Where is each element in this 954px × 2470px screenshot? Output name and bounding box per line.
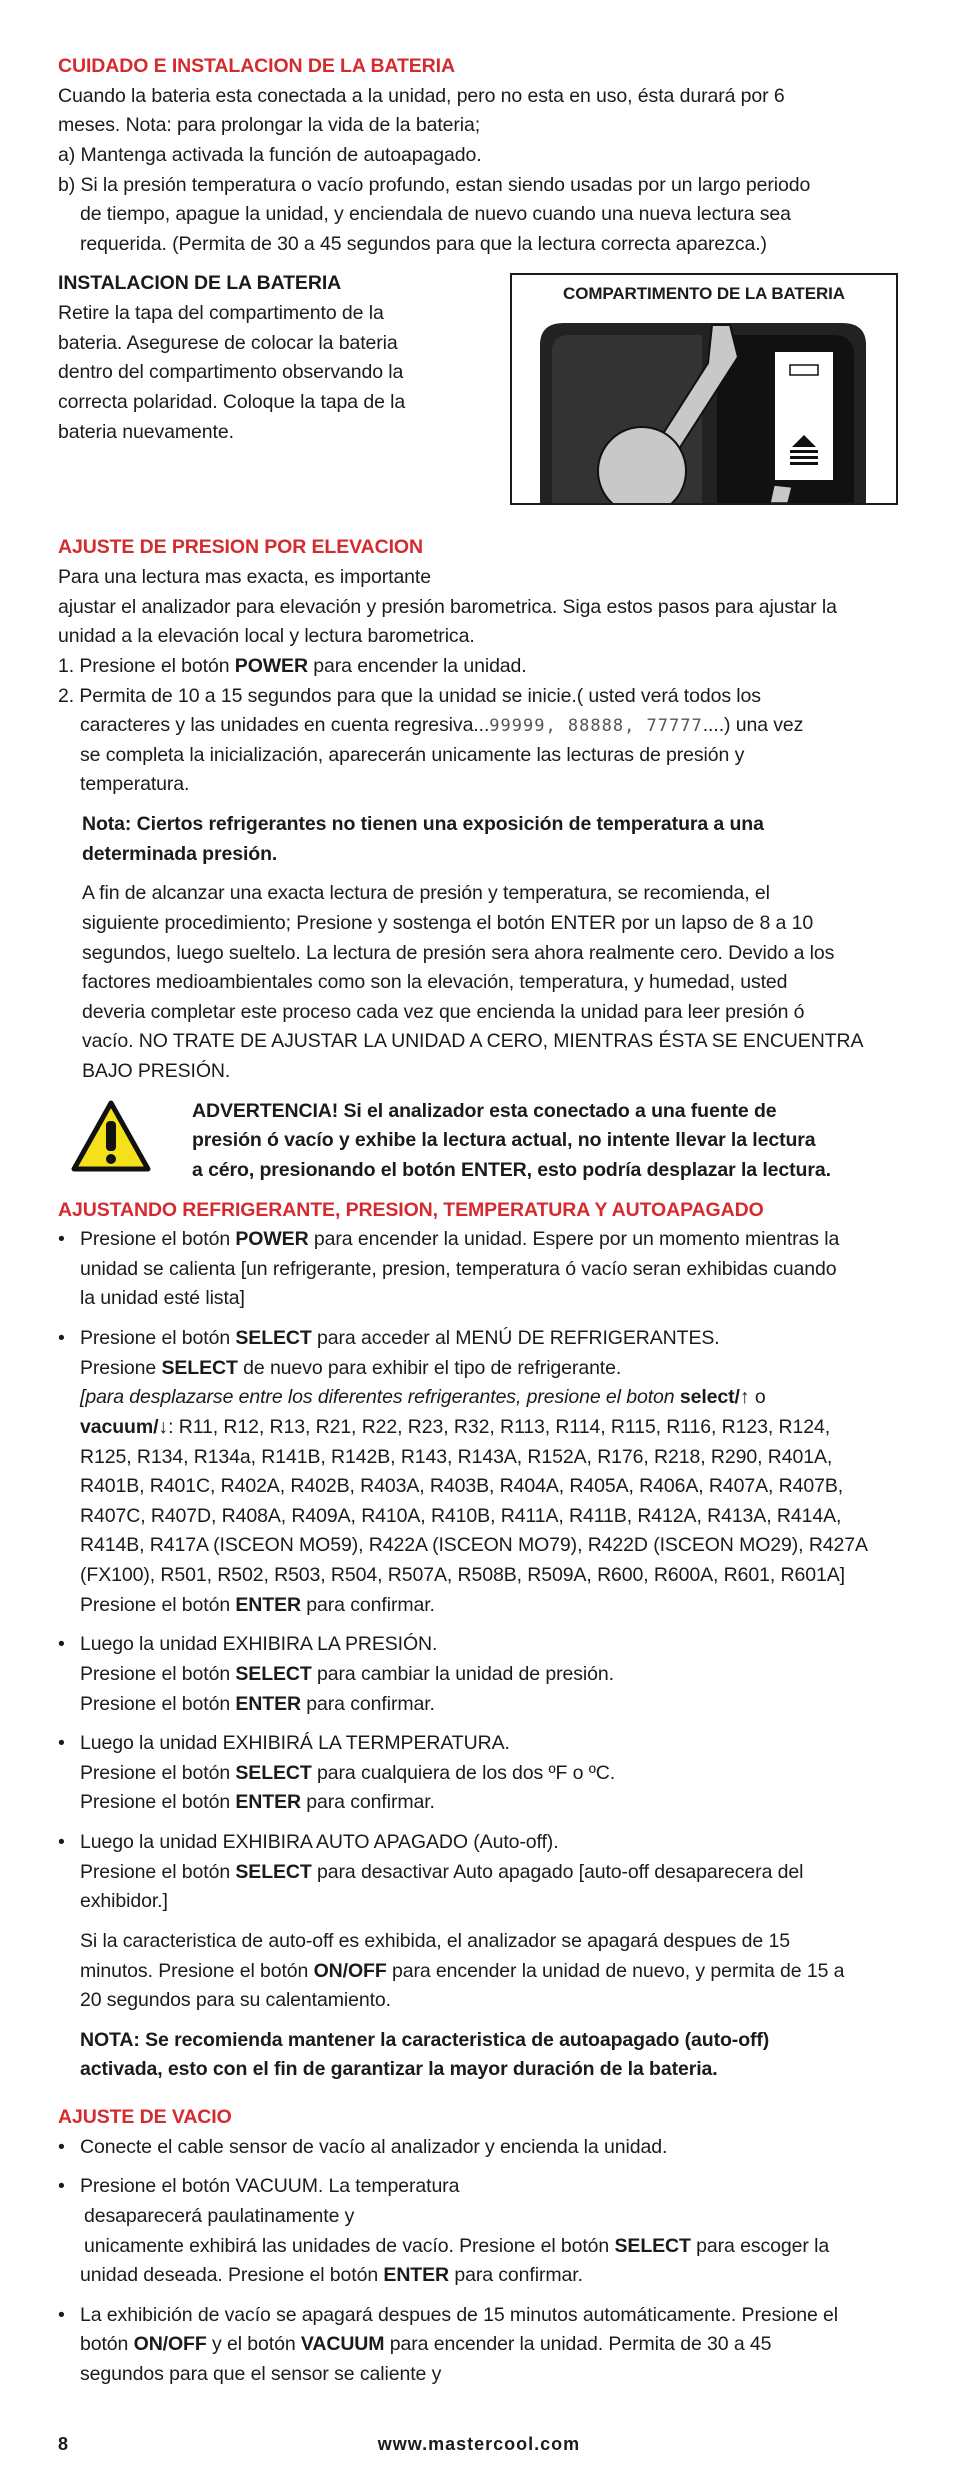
battery-install-line: Retire la tapa del compartimento de la	[58, 302, 384, 324]
warning-line: ADVERTENCIA! Si el analizador esta conectado a una fuente de	[192, 1099, 777, 1122]
battery-care-item-b-2: de tiempo, apague la unidad, y enciendala de nuevo cuando una nueva lectura sea	[80, 203, 791, 226]
battery-care-intro-1: Cuando la bateria esta conectada a la unidad, pero no esta en uso, ésta durará por 6	[58, 84, 785, 107]
warning-line: presión ó vacío y exhibe la lectura actual, no intente llevar la lectura	[192, 1129, 816, 1152]
battery-care-item-b-1: b) Si la presión temperatura o vacío profundo, estan siendo usadas por un largo periodo	[58, 173, 811, 196]
warning-block	[58, 1097, 900, 1186]
battery-care-intro-2: meses. Nota: para prolongar la vida de la bateria;	[58, 114, 481, 137]
refrigerant-heading: AJUSTANDO REFRIGERANTE, PRESION, TEMPERATURA Y AUTOAPAGADO	[58, 1198, 764, 1221]
elevation-para: BAJO PRESIÓN.	[82, 1060, 231, 1082]
battery-install-line: bateria. Asegurese de colocar la bateria	[58, 331, 398, 354]
battery-install-line: bateria nuevamente.	[58, 420, 234, 443]
battery-install-line: dentro del compartimento observando la	[58, 361, 404, 384]
list-item: • Presione el botón VACUUM. La temperatura desaparecerá paulatinamente y unicamente exhibirá las unidades de vacío. Presione el botón SELECT para escoger la unidad deseada. Presione el botón ENTER para confirmar.	[58, 2175, 830, 2287]
list-item: • Presione el botón POWER para encender la unidad. Espere por un momento mientras la unidad se calienta [un refrigerante, presion, temperatura ó vacío seran exhibidas cuando la unidad esté lista]	[58, 1228, 840, 1310]
elevation-note-1: Nota: Ciertos refrigerantes no tienen una exposición de temperatura a una	[82, 813, 764, 835]
elevation-step-2: 2. Permita de 10 a 15 segundos para que la unidad se inicie.( usted verá todos los	[58, 684, 761, 707]
elevation-step-2-line: caracteres y las unidades en cuenta regresiva...99999, 88888, 77777....) una vez	[80, 714, 804, 737]
elevation-para: factores medioambientales como son la elevación, temperatura, y humedad, usted	[82, 971, 788, 994]
elevation-heading: AJUSTE DE PRESION POR ELEVACION	[58, 536, 423, 559]
elevation-para: siguiente procedimiento; Presione y sostenga el botón ENTER por un lapso de 8 a 10	[82, 911, 814, 934]
page-content	[58, 52, 900, 2390]
list-item: • Presione el botón SELECT para acceder al MENÚ DE REFRIGERANTES. Presione SELECT de nuevo para exhibir el tipo de refrigerante. [para desplazarse entre los diferentes refrigerantes, presione el boton select/↑ o vacuum/↓: R11, R12, R13, R21, R22, R23, R32, R113, R114, R115, R116, R123, R124, R125, R134, R134a, R141B, R142B, R143, R143A, R152A, R176, R218, R290, R401A, R401B, R401C, R402A, R402B, R403A, R403B, R404A, R405A, R406A, R407A, R407B, R407C, R407D, R408A, R409A, R410A, R410B, R411A, R411B, R412A, R413A, R414A, R414B, R417A (ISCEON MO59), R422A (ISCEON MO79), R422D (ISCEON MO29), R427A (FX100), R501, R502, R503, R504, R507A, R508B, R509A, R600, R600A, R601, R601A] Presione el botón ENTER para confirmar.	[58, 1324, 900, 1620]
battery-install-line: correcta polaridad. Coloque la tapa de la	[58, 390, 406, 413]
battery-install-heading: INSTALACION DE LA BATERIA	[58, 272, 342, 295]
elevation-line-2: ajustar el analizador para elevación y presión barometrica. Siga estos pasos para ajustar la	[58, 595, 837, 618]
countdown-digits: 99999, 88888, 77777	[489, 716, 703, 737]
list-item: • Luego la unidad EXHIBIRA AUTO APAGADO (Auto-off). Presione el botón SELECT para desactivar Auto apagado [auto-off desaparecera del exhibidor.]	[58, 1831, 804, 1913]
refrigerant-list-line: R401B, R401C, R402A, R402B, R403A, R403B, R404A, R405A, R406A, R407A, R407B,	[80, 1475, 844, 1498]
elevation-para: vacío. NO TRATE DE AJUSTAR LA UNIDAD A CERO, MIENTRAS ÉSTA SE ENCUENTRA	[82, 1030, 864, 1053]
battery-compartment-illustration	[512, 275, 896, 503]
elevation-para: A fin de alcanzar una exacta lectura de presión y temperatura, se recomienda, el	[82, 882, 770, 905]
battery-compartment-figure	[510, 273, 898, 505]
auto-off-note: NOTA: Se recomienda mantener la caracteristica de autoapagado (auto-off) activada, esto con el fin de garantizar la mayor duración de la bateria.	[80, 2028, 770, 2081]
warning-icon	[70, 1099, 152, 1183]
footer-url[interactable]: www.mastercool.com	[377, 2434, 581, 2454]
refrigerant-list-line: R414B, R417A (ISCEON MO59), R422A (ISCEON MO79), R422D (ISCEON MO29), R427A	[80, 1534, 868, 1557]
elevation-step-1: 1. Presione el botón POWER para encender la unidad.	[58, 654, 527, 677]
auto-off-paragraph: Si la caracteristica de auto-off es exhibida, el analizador se apagará despues de 15 minutos. Presione el botón ON/OFF para encender la unidad de nuevo, y permita de 15 a 20 segundos para su calentamiento.	[80, 1929, 845, 2012]
refrigerant-list-line: R125, R134, R134a, R141B, R142B, R143, R143A, R152A, R176, R218, R290, R401A,	[80, 1445, 833, 1468]
list-item: • Luego la unidad EXHIBIRA LA PRESIÓN. Presione el botón SELECT para cambiar la unidad de presión. Presione el botón ENTER para confirmar.	[58, 1633, 614, 1715]
elevation-para: deveria completar este proceso cada vez que encienda la unidad para leer presión ó	[82, 1000, 805, 1023]
battery-care-heading: CUIDADO E INSTALACION DE LA BATERIA	[58, 55, 455, 77]
list-item: • Conecte el cable sensor de vacío al analizador y encienda la unidad.	[58, 2135, 668, 2158]
warning-line: a céro, presionando el botón ENTER, esto podría desplazar la lectura.	[192, 1158, 831, 1181]
vacuum-heading: AJUSTE DE VACIO	[58, 2106, 232, 2128]
elevation-line-1: Para una lectura mas exacta, es importante	[58, 566, 431, 588]
battery-care-item-a: a) Mantenga activada la función de autoapagado.	[58, 143, 482, 166]
list-item: • La exhibición de vacío se apagará despues de 15 minutos automáticamente. Presione el botón ON/OFF y el botón VACUUM para encender la unidad. Permita de 30 a 45 segundos para que el sensor se caliente y	[58, 2303, 839, 2385]
page-number: 8	[58, 2434, 69, 2454]
elevation-para: segundos, luego sueltelo. La lectura de presión sera ahora realmente cero. Devido a los	[82, 941, 835, 964]
refrigerant-list-line: R407C, R407D, R408A, R409A, R410A, R410B, R411A, R411B, R412A, R413A, R414A,	[80, 1504, 842, 1527]
elevation-step-2-line: se completa la inicialización, aparecerán unicamente las lecturas de presión y	[80, 743, 745, 766]
refrigerant-list-line: (FX100), R501, R502, R503, R504, R507A, R508B, R509A, R600, R600A, R601, R601A]	[80, 1564, 845, 1586]
battery-install-section	[58, 269, 900, 505]
battery-compartment-caption: COMPARTIMENTO DE LA BATERIA	[563, 284, 845, 304]
elevation-line-3: unidad a la elevación local y lectura barometrica.	[58, 625, 475, 648]
elevation-step-2-line: temperatura.	[80, 773, 190, 796]
list-item: • Luego la unidad EXHIBIRÁ LA TERMPERATURA. Presione el botón SELECT para cualquiera de los dos ºF o ºC. Presione el botón ENTER para confirmar.	[58, 1732, 616, 1814]
battery-care-item-b-3: requerida. (Permita de 30 a 45 segundos para que la lectura correcta aparezca.)	[80, 232, 767, 255]
elevation-note-2: determinada presión.	[82, 842, 278, 865]
